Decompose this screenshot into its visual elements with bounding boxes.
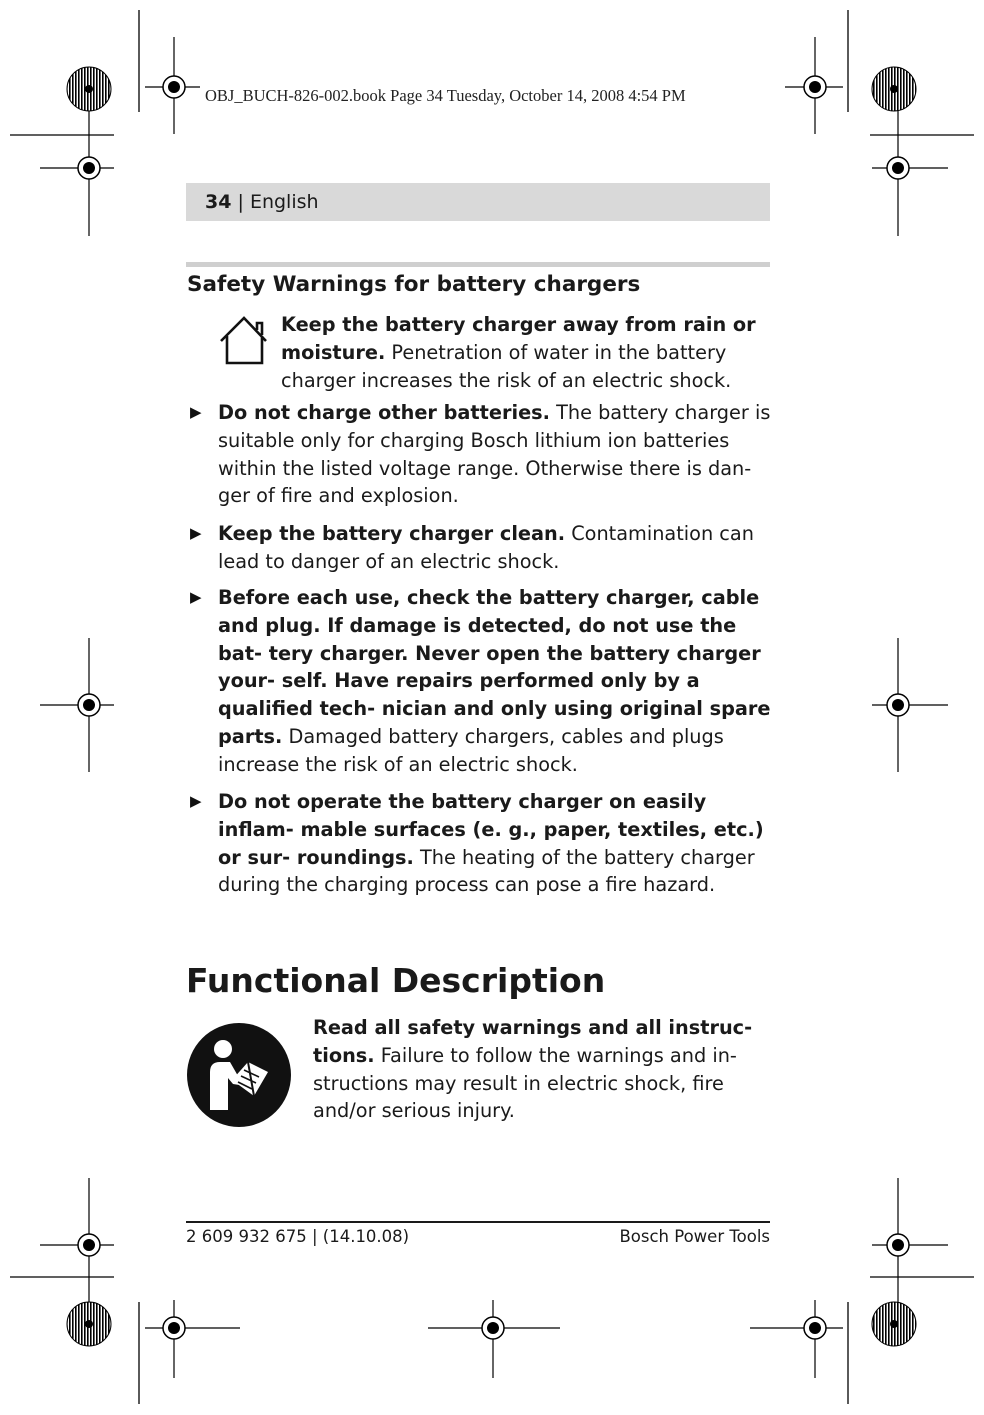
read-warnings-body: Failure to follow the warnings and in- structions may result in electric shock, fire and/or serious injury. [313, 1043, 737, 1123]
section-title: Safety Warnings for battery chargers [187, 272, 641, 297]
list-item-bold: Keep the battery charger clean. [218, 522, 566, 545]
header-language: English [249, 191, 319, 213]
registration-target [428, 1300, 560, 1378]
list-item [218, 399, 774, 510]
read-manual-icon [186, 1022, 292, 1128]
starburst-target [67, 67, 111, 111]
list-item-bold: Before each use, check the battery charger, cable and plug. If damage is detected, do not use the bat- tery charger. Never open the battery charger your- self. Have repairs performed only by a qualified tech- nician and only using original spare parts. [218, 586, 771, 748]
registration-target [40, 101, 114, 236]
registration-target [872, 101, 948, 236]
registration-target [872, 638, 948, 772]
list-item-text: The battery charger is suitable only for charging Bosch lithium ion batteries within the listed voltage range. Otherwise there is dan- ger of fire and explosion. [218, 401, 771, 508]
page-header [186, 183, 770, 221]
functional-description-title: Functional Description [186, 961, 606, 1000]
header-separator: | [231, 191, 250, 213]
starburst-target [67, 1302, 111, 1346]
bullet-marker: ▶ [190, 588, 202, 606]
registration-target [40, 638, 114, 772]
list-item [218, 788, 774, 899]
intro-warning [281, 311, 773, 394]
page-number: 34 [205, 191, 232, 213]
footer-rule [186, 1221, 770, 1223]
list-item-bold: Do not charge other batteries. [218, 401, 550, 424]
read-warnings-text [313, 1014, 773, 1125]
registration-target [872, 1178, 948, 1312]
list-item-bold: Do not operate the battery charger on easily inflam- mable surfaces (e. g., paper, textiles, etc.) or sur- roundings. [218, 790, 764, 869]
house-outline-icon [217, 315, 273, 365]
registration-target [145, 37, 200, 134]
registration-target [40, 1178, 114, 1312]
section-rule [186, 262, 770, 267]
bullet-marker: ▶ [190, 403, 202, 421]
bullet-marker: ▶ [190, 524, 202, 542]
registration-target [750, 1300, 843, 1378]
footer-brand: Bosch Power Tools [619, 1227, 770, 1246]
intro-warning-bold: Keep the battery charger away from rain or moisture. [281, 313, 756, 364]
registration-target [145, 1300, 240, 1378]
footer-doc-number: 2 609 932 675 | (14.10.08) [186, 1227, 410, 1246]
intro-warning-text: Penetration of water in the battery charger increases the risk of an electric shock. [281, 340, 732, 392]
slug-line: OBJ_BUCH-826-002.book Page 34 Tuesday, October 14, 2008 4:54 PM [205, 86, 785, 106]
list-item [218, 584, 774, 779]
starburst-target [872, 1302, 916, 1346]
list-item-text: Damaged battery chargers, cables and plugs increase the risk of an electric shock. [218, 724, 724, 776]
bullet-marker: ▶ [190, 792, 202, 810]
list-item-text: The heating of the battery charger during the charging process can pose a fire hazard. [218, 845, 755, 897]
starburst-target [872, 67, 916, 111]
list-item [218, 520, 774, 576]
read-warnings-bold: Read all safety warnings and all instruc- tions. [313, 1016, 753, 1067]
list-item-text: Contamination can lead to danger of an electric shock. [218, 522, 754, 573]
